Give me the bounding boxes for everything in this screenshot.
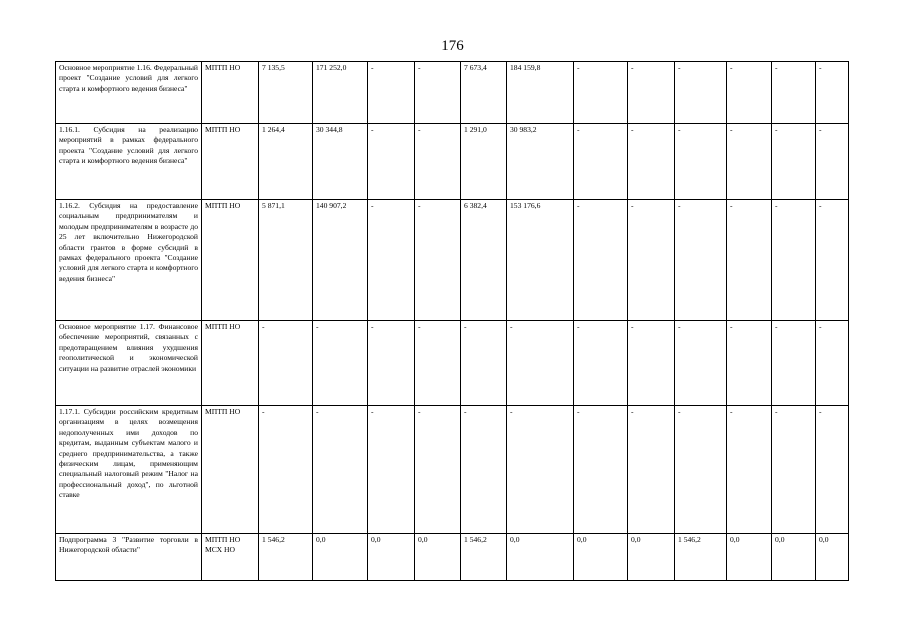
row-value-cell: - [727, 124, 772, 200]
row-value-cell: - [415, 124, 461, 200]
row-value-cell: 6 382,4 [461, 200, 507, 321]
row-value-cell: 0,0 [415, 534, 461, 581]
row-description: Основное мероприятие 1.17. Финансовое обеспечение мероприятий, связанных с предотвращением влияния ухудшения геополитической и экономической ситуации на развитие отраслей экономики [56, 321, 202, 406]
row-value-cell: - [574, 62, 628, 124]
row-value-cell: - [675, 321, 727, 406]
row-value-cell: 0,0 [313, 534, 368, 581]
row-value-cell: - [368, 124, 415, 200]
row-value-cell: 30 344,8 [313, 124, 368, 200]
row-value-cell: - [415, 321, 461, 406]
row-value-cell: - [628, 62, 675, 124]
row-value-cell: - [675, 406, 727, 534]
row-value-cell: - [368, 321, 415, 406]
row-value-cell: 5 871,1 [259, 200, 313, 321]
row-value-cell: - [816, 200, 849, 321]
row-value-cell: - [574, 406, 628, 534]
row-value-cell: - [675, 62, 727, 124]
row-value-cell: - [628, 406, 675, 534]
row-value-cell: 0,0 [727, 534, 772, 581]
row-value-cell: - [628, 321, 675, 406]
row-value-cell: 0,0 [574, 534, 628, 581]
row-value-cell: 1 546,2 [259, 534, 313, 581]
row-organization: МПТП НО [202, 62, 259, 124]
row-value-cell: - [574, 124, 628, 200]
row-value-cell: - [313, 406, 368, 534]
row-description: 1.16.2. Субсидия на предоставление социальным предпринимателям и молодым предпринимателям в возрасте до 25 лет включительно Нижегородской области грантов в форме субсидий в рамках федерального проекта "Создание условий для легкого старта и комфортного ведения бизнеса" [56, 200, 202, 321]
row-value-cell: - [816, 124, 849, 200]
table-row [56, 200, 849, 321]
row-value-cell: - [313, 321, 368, 406]
row-value-cell: - [816, 406, 849, 534]
row-value-cell: - [727, 62, 772, 124]
row-value-cell: - [727, 200, 772, 321]
table-row [56, 124, 849, 200]
row-value-cell: 0,0 [816, 534, 849, 581]
row-value-cell: - [461, 321, 507, 406]
table-row [56, 406, 849, 534]
table-body [56, 62, 849, 581]
row-description: 1.17.1. Субсидии российским кредитным организациям в целях возмещения недополученных ими доходов по кредитам, выданным субъектам малого и среднего предпринимательства, а также физическим лицам, применяющим специальный налоговый режим "Налог на профессиональный доход", по льготной ставке [56, 406, 202, 534]
row-value-cell: - [628, 200, 675, 321]
row-value-cell: 1 546,2 [461, 534, 507, 581]
row-value-cell: - [415, 62, 461, 124]
row-description: Основное мероприятие 1.16. Федеральный проект "Создание условий для легкого старта и комфортного ведения бизнеса" [56, 62, 202, 124]
row-value-cell: 0,0 [628, 534, 675, 581]
table-row [56, 534, 849, 581]
row-description: 1.16.1. Субсидия на реализацию мероприятий в рамках федерального проекта "Создание условий для легкого старта и комфортного ведения бизнеса" [56, 124, 202, 200]
row-organization: МПТП НО [202, 124, 259, 200]
row-value-cell: 171 252,0 [313, 62, 368, 124]
row-value-cell: - [816, 62, 849, 124]
row-value-cell: 1 546,2 [675, 534, 727, 581]
row-value-cell: - [415, 406, 461, 534]
row-value-cell: 0,0 [772, 534, 816, 581]
row-value-cell: - [772, 62, 816, 124]
row-value-cell: - [727, 406, 772, 534]
row-value-cell: - [461, 406, 507, 534]
row-value-cell: - [259, 321, 313, 406]
row-value-cell: - [675, 124, 727, 200]
page-number: 176 [441, 38, 464, 54]
row-value-cell: - [415, 200, 461, 321]
row-value-cell: - [574, 321, 628, 406]
row-value-cell: - [259, 406, 313, 534]
table-row [56, 62, 849, 124]
row-organization: МПТП НО [202, 406, 259, 534]
row-value-cell: - [368, 200, 415, 321]
table-row [56, 321, 849, 406]
row-organization: МПТП НО МСХ НО [202, 534, 259, 581]
row-value-cell: 140 907,2 [313, 200, 368, 321]
row-value-cell: - [727, 321, 772, 406]
row-value-cell: - [628, 124, 675, 200]
row-value-cell: - [675, 200, 727, 321]
row-value-cell: 1 291,0 [461, 124, 507, 200]
row-value-cell: 7 135,5 [259, 62, 313, 124]
row-organization: МПТП НО [202, 321, 259, 406]
row-description: Подпрограмма 3 "Развитие торговли в Нижегородской области" [56, 534, 202, 581]
row-value-cell: - [507, 406, 574, 534]
row-value-cell: 0,0 [507, 534, 574, 581]
row-value-cell: 30 983,2 [507, 124, 574, 200]
row-value-cell: - [507, 321, 574, 406]
row-value-cell: - [574, 200, 628, 321]
row-value-cell: - [772, 200, 816, 321]
row-value-cell: - [772, 321, 816, 406]
row-value-cell: - [772, 124, 816, 200]
row-value-cell: 1 264,4 [259, 124, 313, 200]
row-value-cell: - [368, 406, 415, 534]
row-value-cell: 184 159,8 [507, 62, 574, 124]
row-value-cell: - [816, 321, 849, 406]
row-value-cell: 7 673,4 [461, 62, 507, 124]
row-organization: МПТП НО [202, 200, 259, 321]
row-value-cell: - [772, 406, 816, 534]
row-value-cell: 153 176,6 [507, 200, 574, 321]
budget-table [55, 61, 849, 581]
row-value-cell: - [368, 62, 415, 124]
row-value-cell: 0,0 [368, 534, 415, 581]
